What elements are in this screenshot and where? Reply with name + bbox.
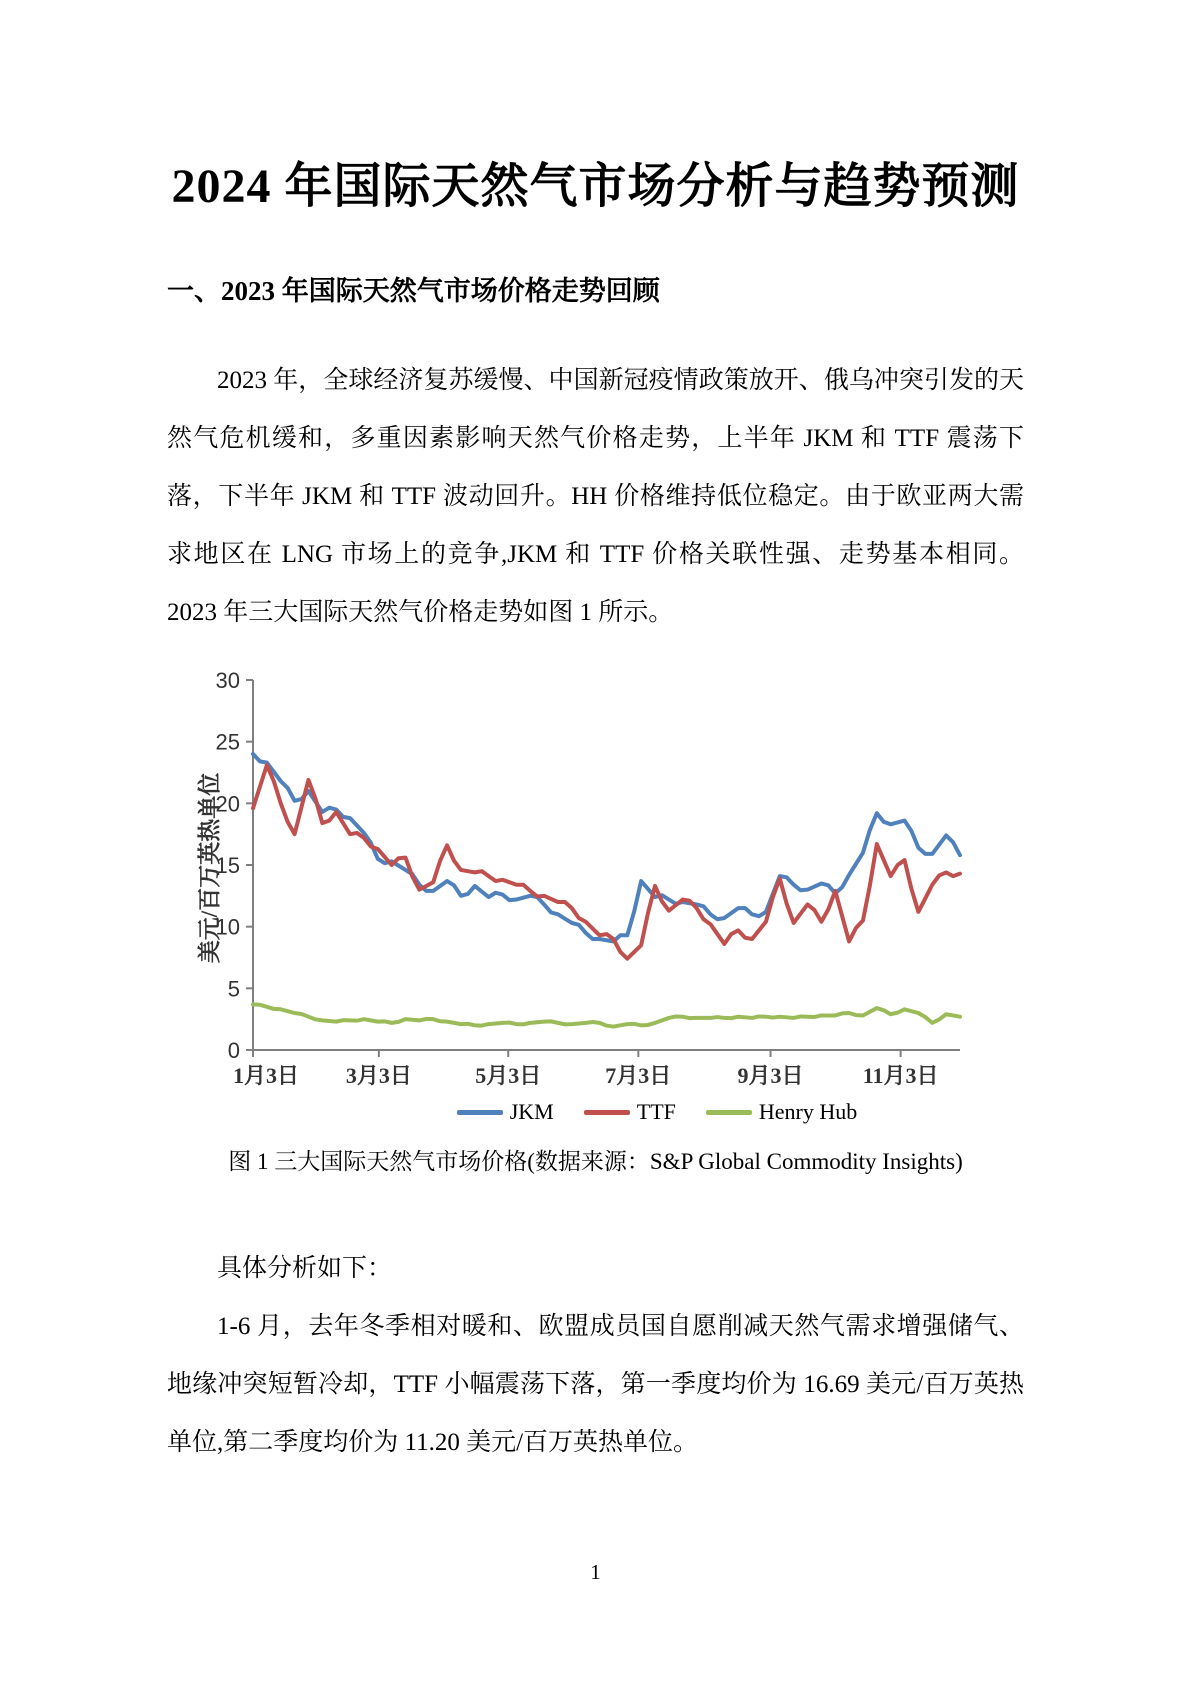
paragraph-analysis-1: 1-6 月，去年冬季相对暖和、欧盟成员国自愿削减天然气需求增强储气、地缘冲突短暂冷却，TTF 小幅震荡下落，第一季度均价为 16.69 美元/百万英热单位,第二季度均价为 11.20 美元/百万英热单位。 <box>167 1313 1024 1456</box>
y-tick-label: 20 <box>215 791 240 817</box>
x-tick-label: 3月3日 <box>345 1063 412 1088</box>
x-tick-label: 1月3日 <box>233 1063 300 1088</box>
x-tick-label: 11月3日 <box>862 1063 939 1088</box>
legend-item-henry-hub <box>706 1099 857 1125</box>
page-title: 2024 年国际天然气市场分析与趋势预测 <box>171 160 1020 213</box>
page-number: 1 <box>590 1560 601 1584</box>
legend-item-ttf <box>584 1099 676 1125</box>
series-line-henry-hub <box>253 1004 960 1026</box>
y-tick-label: 15 <box>215 853 240 878</box>
gas-price-line-chart <box>197 668 967 1092</box>
y-tick-label: 0 <box>227 1038 240 1063</box>
paragraph-market-review: 2023 年，全球经济复苏缓慢、中国新冠疫情政策放开、俄乌冲突引发的天然气危机缓和，多重因素影响天然气价格走势，上半年 JKM 和 TTF 震荡下落，下半年 JKM 和 TTF 波动回升。HH 价格维持低位稳定。由于欧亚两大需求地区在 LNG 市场上的竞争,JKM 和 TTF 价格关联性强、走势基本相同。2023 年三大国际天然气价格走势如图 1 所示。 <box>167 367 1024 626</box>
x-tick-label: 5月3日 <box>475 1063 542 1088</box>
paragraph-analysis-lead: 具体分析如下： <box>217 1255 393 1282</box>
legend-label: TTF <box>636 1099 676 1124</box>
figure-caption: 图 1 三大国际天然气市场价格(数据来源：S&P Global Commodity Insights) <box>228 1149 963 1174</box>
figure-1 <box>197 668 1024 1176</box>
chart-legend <box>197 1099 967 1125</box>
series-line-ttf <box>253 765 960 959</box>
x-tick-label: 9月3日 <box>737 1063 804 1088</box>
legend-label: JKM <box>509 1099 554 1124</box>
legend-label: Henry Hub <box>758 1099 858 1124</box>
y-axis-title: 美元/百万英热单位 <box>197 772 222 964</box>
legend-swatch-jkm <box>457 1110 503 1115</box>
legend-swatch-ttf <box>584 1110 630 1115</box>
y-tick-label: 10 <box>215 914 240 940</box>
legend-item-jkm <box>457 1099 554 1125</box>
series-line-jkm <box>253 754 960 941</box>
section-heading: 一、2023 年国际天然气市场价格走势回顾 <box>167 276 660 306</box>
y-tick-label: 30 <box>215 668 240 693</box>
y-tick-label: 25 <box>215 729 240 755</box>
x-tick-label: 7月3日 <box>605 1063 672 1088</box>
y-tick-label: 5 <box>227 976 240 1002</box>
legend-swatch-henry-hub <box>706 1110 752 1115</box>
